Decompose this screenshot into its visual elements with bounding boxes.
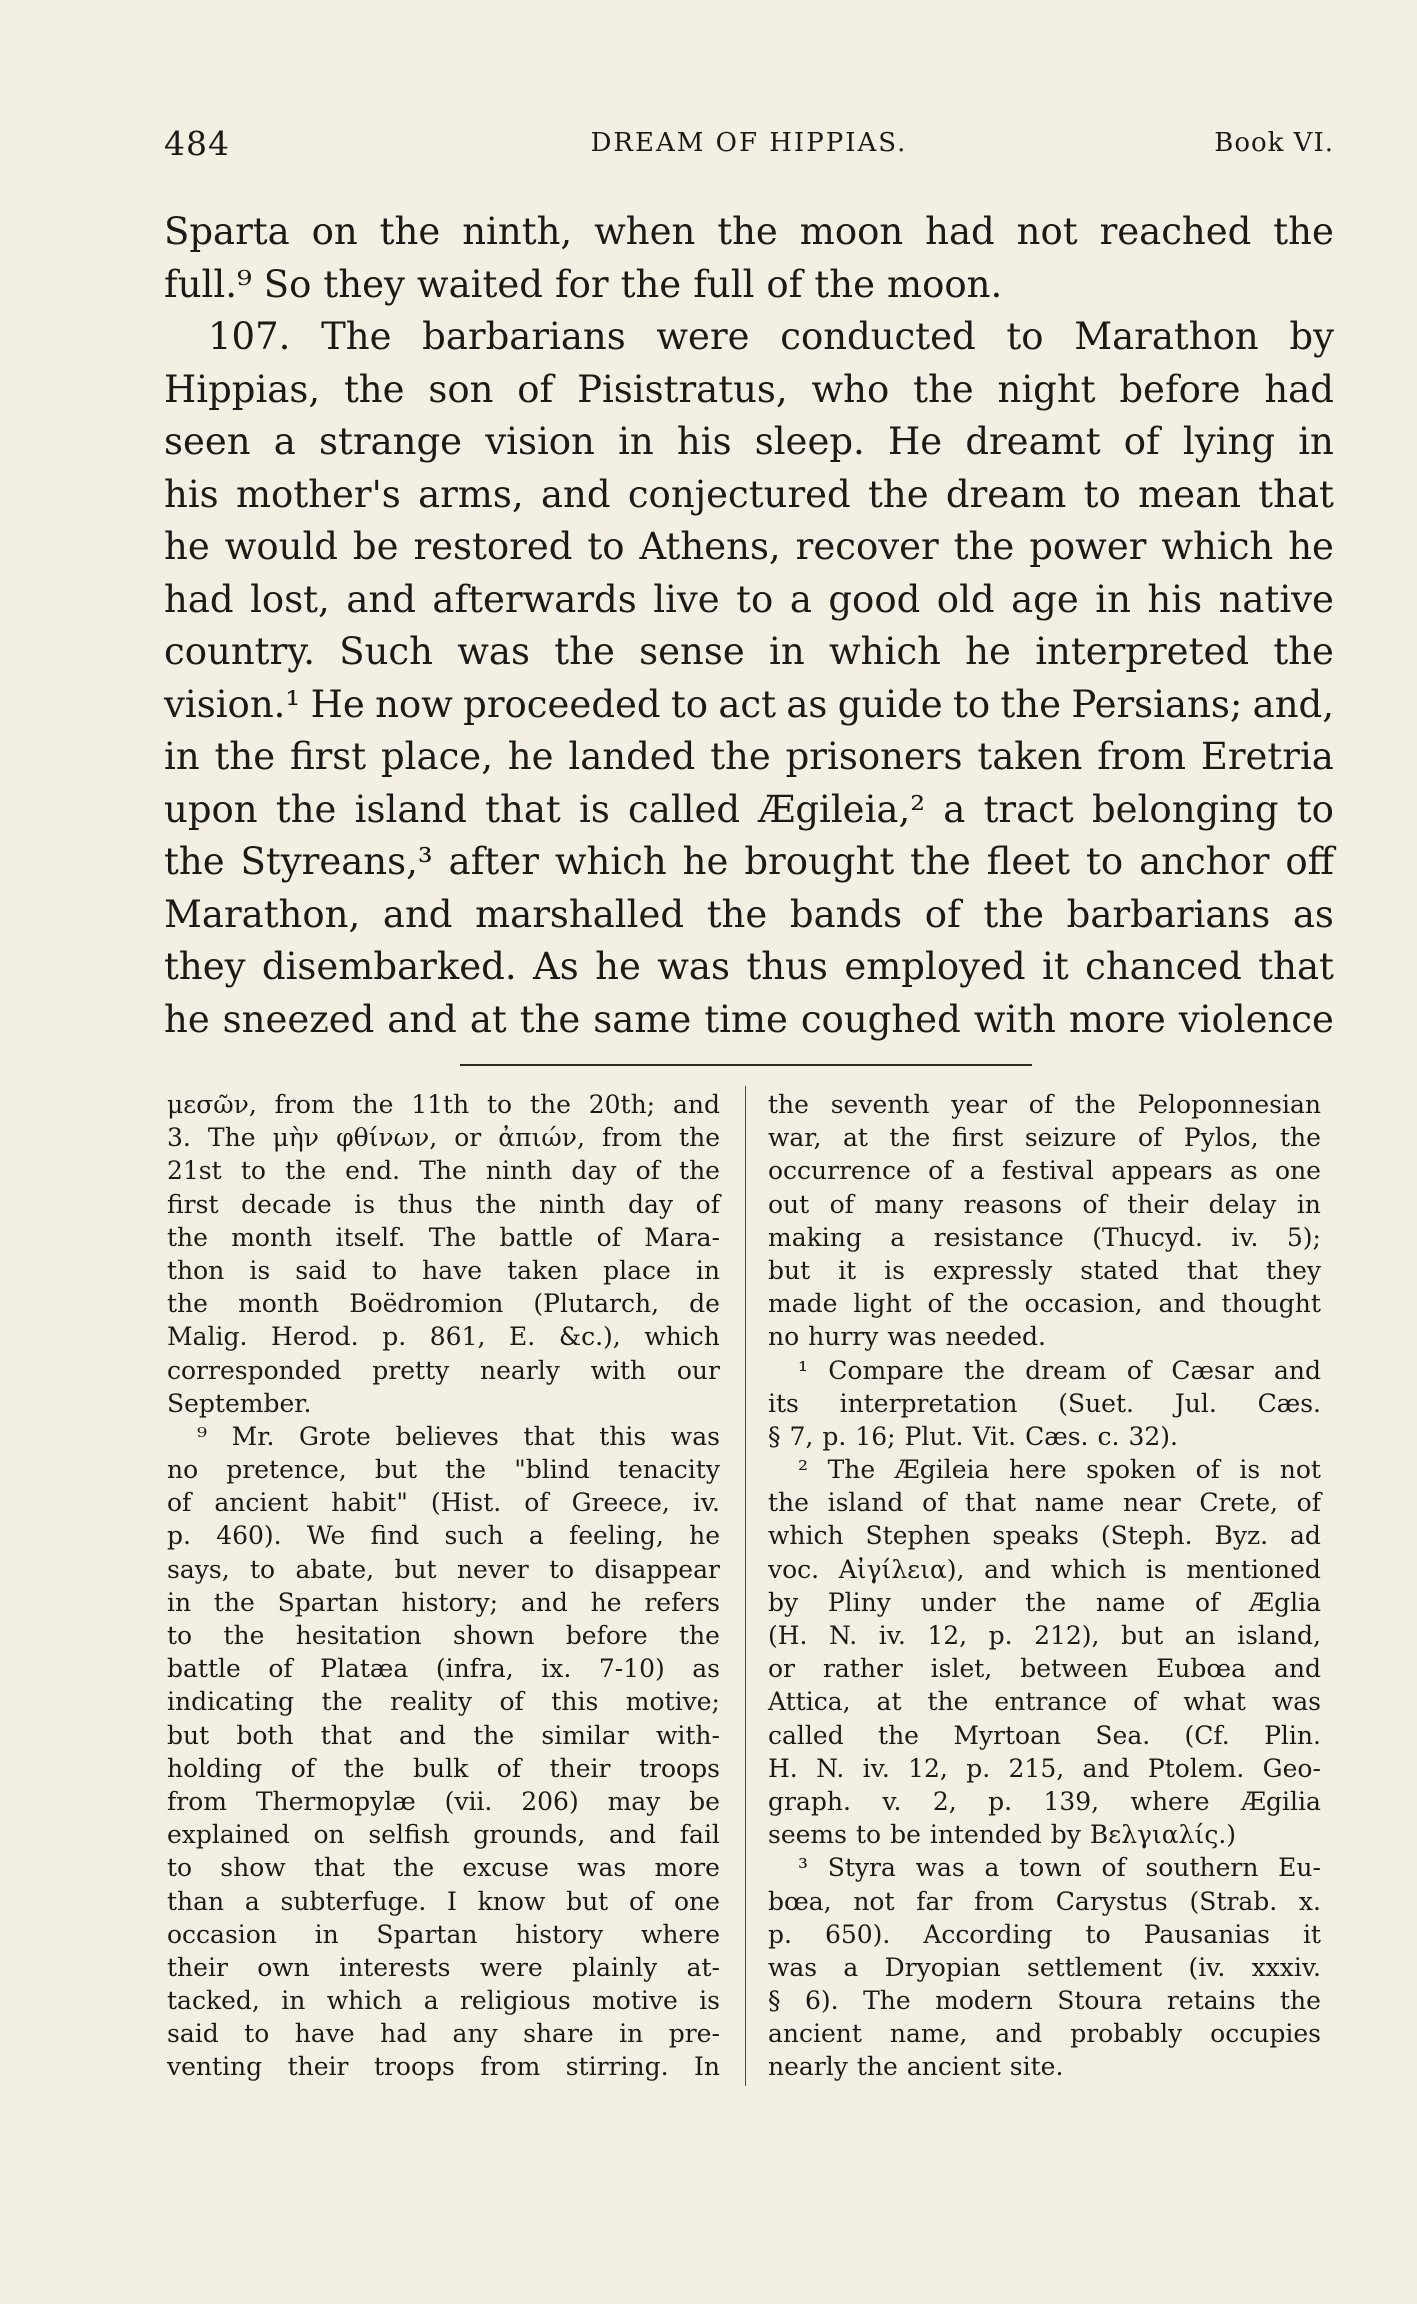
footnote-line: ¹ Compare the dream of Cæsar and <box>798 1355 1321 1385</box>
footnote-line: the seventh year of the Peloponnesian <box>768 1090 1321 1119</box>
text-line: his mother's arms, and conjectured the dream to mean that <box>164 472 1334 516</box>
footnote-line: voc. Αἰγίλεια), and which is mentioned <box>768 1554 1321 1584</box>
footnote-line: μεσῶν, from the 11th to the 20th; and <box>167 1090 720 1119</box>
text-line: full.⁹ So they waited for the full of the moon. <box>164 262 1003 306</box>
footnote-line: graph. v. 2, p. 139, where Ægilia <box>768 1786 1321 1816</box>
footnote-line: to the hesitation shown before the <box>167 1621 720 1650</box>
page-header <box>164 124 1334 168</box>
footnote-line: indicating the reality of this motive; <box>167 1687 720 1717</box>
footnote-line: war, at the first seizure of Pylos, the <box>768 1123 1321 1153</box>
footnote-line: ³ Styra was a town of southern Eu- <box>798 1853 1321 1883</box>
footnote-line: occasion in Spartan history where <box>167 1919 720 1949</box>
footnote-line: Malig. Herod. p. 861, E. &c.), which <box>167 1322 720 1352</box>
footnote-line: no hurry was needed. <box>768 1322 1046 1352</box>
text-line: had lost, and afterwards live to a good old age in his native <box>164 577 1334 621</box>
footnote-line: ² The Ægileia here spoken of is not <box>798 1455 1321 1485</box>
footnote-line: battle of Platæa (infra, ix. 7-10) as <box>167 1654 720 1684</box>
footnote-line: tacked, in which a religious motive is <box>167 1986 720 2016</box>
footnote-line: nearly the ancient site. <box>768 2052 1064 2082</box>
text-line: seen a strange vision in his sleep. He dreamt of lying in <box>164 420 1334 463</box>
footnote-line: than a subterfuge. I know but of one <box>167 1886 720 1916</box>
footnote-line: made light of the occasion, and thought <box>768 1289 1321 1319</box>
footnote-line: making a resistance (Thucyd. iv. 5); <box>768 1222 1321 1252</box>
footnote-column-divider <box>745 1086 746 2086</box>
text-line: upon the island that is called Ægileia,² a tract belonging to <box>164 787 1334 831</box>
footnote-line: occurrence of a festival appears as one <box>768 1156 1321 1186</box>
footnote-line: or rather islet, between Eubœa and <box>768 1654 1321 1684</box>
footnote-line: p. 460). We find such a feeling, he <box>167 1521 720 1551</box>
footnote-line: bœa, not far from Carystus (Strab. x. <box>768 1886 1321 1916</box>
text-line: the Styreans,³ after which he brought the fleet to anchor off <box>164 840 1334 883</box>
footnote-line: first decade is thus the ninth day of <box>167 1189 720 1219</box>
text-line: Sparta on the ninth, when the moon had not reached the <box>164 210 1334 253</box>
page-number: 484 <box>164 124 230 163</box>
footnotes-left-column <box>167 1088 720 2084</box>
footnote-line: § 7, p. 16; Plut. Vit. Cæs. c. 32). <box>768 1421 1178 1451</box>
footnote-line: their own interests were plainly at- <box>167 1952 720 1982</box>
footnote-line: 3. The μὴν φθίνων, or ἀπιών, from the <box>167 1123 720 1153</box>
footnote-line: venting their troops from stirring. In <box>167 2052 720 2082</box>
footnote-line: holding of the bulk of their troops <box>167 1753 720 1783</box>
footnote-line: seems to be intended by Βελγιαλίς.) <box>768 1820 1237 1850</box>
footnote-line: of ancient habit" (Hist. of Greece, iv. <box>167 1488 720 1518</box>
text-line: country. Such was the sense in which he interpreted the <box>164 630 1334 673</box>
footnote-line: p. 650). According to Pausanias it <box>768 1919 1321 1949</box>
text-line: Marathon, and marshalled the bands of the barbarians as <box>164 892 1334 936</box>
footnote-line: which Stephen speaks (Steph. Byz. ad <box>768 1521 1321 1551</box>
footnote-line: 21st to the end. The ninth day of the <box>167 1156 720 1186</box>
footnote-line: ⁹ Mr. Grote believes that this was <box>197 1421 720 1451</box>
footnote-line: H. N. iv. 12, p. 215, and Ptolem. Geo- <box>768 1753 1321 1783</box>
text-line: Hippias, the son of Pisistratus, who the night before had <box>164 367 1334 411</box>
footnote-line: its interpretation (Suet. Jul. Cæs. <box>768 1388 1321 1418</box>
footnote-rule <box>460 1064 1032 1066</box>
footnote-line: said to have had any share in pre- <box>167 2019 720 2049</box>
text-line: they disembarked. As he was thus employed it chanced that <box>164 945 1334 988</box>
text-line: he would be restored to Athens, recover the power which he <box>164 525 1334 568</box>
footnote-line: thon is said to have taken place in <box>167 1255 720 1285</box>
main-text <box>164 206 1334 1046</box>
footnote-line: from Thermopylæ (vii. 206) may be <box>167 1786 720 1816</box>
footnote-line: (H. N. iv. 12, p. 212), but an island, <box>768 1621 1321 1650</box>
footnote-line: by Pliny under the name of Æglia <box>768 1587 1321 1617</box>
footnote-line: corresponded pretty nearly with our <box>167 1355 720 1385</box>
footnote-line: the month Boëdromion (Plutarch, de <box>167 1289 720 1319</box>
running-title: DREAM OF HIPPIAS. <box>590 128 908 158</box>
footnote-line: Attica, at the entrance of what was <box>768 1687 1321 1717</box>
footnote-line: § 6). The modern Stoura retains the <box>768 1986 1321 2016</box>
book-reference: Book VI. <box>1214 128 1334 158</box>
footnote-line: but it is expressly stated that they <box>768 1255 1321 1285</box>
footnote-line: no pretence, but the "blind tenacity <box>167 1455 720 1485</box>
footnote-line: the month itself. The battle of Mara- <box>167 1222 720 1252</box>
footnote-line: September. <box>167 1388 312 1418</box>
footnote-line: out of many reasons of their delay in <box>768 1189 1321 1219</box>
footnote-line: to show that the excuse was more <box>167 1853 720 1883</box>
text-line: he sneezed and at the same time coughed with more violence <box>164 997 1334 1041</box>
footnote-line: says, to abate, but never to disappear <box>167 1554 720 1584</box>
footnote-line: but both that and the similar with- <box>167 1720 720 1750</box>
text-line: in the first place, he landed the prisoners taken from Eretria <box>164 735 1334 778</box>
footnote-line: called the Myrtoan Sea. (Cf. Plin. <box>768 1720 1321 1750</box>
footnote-line: explained on selfish grounds, and fail <box>167 1820 720 1850</box>
text-line: 107. The barbarians were conducted to Marathon by <box>208 315 1334 358</box>
footnote-line: in the Spartan history; and he refers <box>167 1587 720 1617</box>
footnote-line: ancient name, and probably occupies <box>768 2019 1321 2049</box>
text-line: vision.¹ He now proceeded to act as guide to the Persians; and, <box>164 682 1334 726</box>
footnotes-right-column <box>768 1088 1321 2084</box>
footnote-line: the island of that name near Crete, of <box>768 1488 1321 1518</box>
footnote-line: was a Dryopian settlement (iv. xxxiv. <box>768 1952 1321 1982</box>
